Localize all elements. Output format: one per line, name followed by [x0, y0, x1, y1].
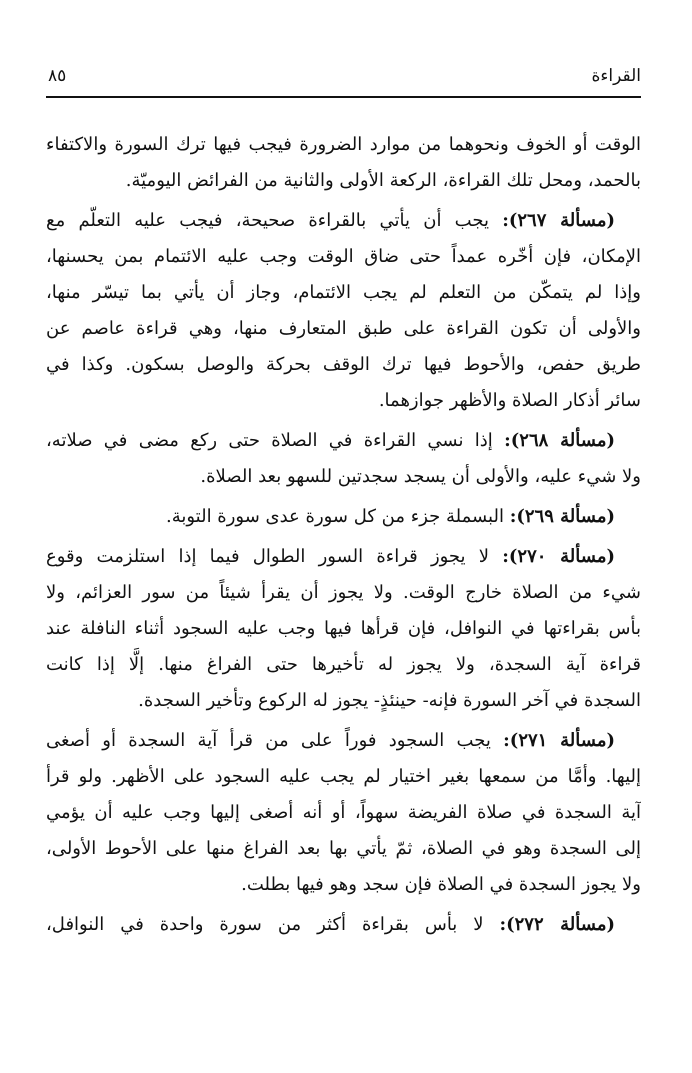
text-line: وإذا لم يتمكّن من التعلم لم يجب الائتمام، وجاز أن يأتي بما تيسّر منها،: [46, 282, 641, 303]
text-line: السجدة في آخر السورة فإنه- حينئذٍ- يجوز له الركوع وتأخير السجدة.: [138, 690, 641, 711]
issue-text: البسملة جزء من كل سورة عدى سورة التوبة.: [165, 506, 504, 527]
text-line: قراءة آية السجدة، ولا يجوز له تأخيرها حتى الفراغ منها. إلَّا إذا كانت: [46, 654, 641, 675]
text-line: [46, 539, 641, 575]
issue-label: (مسألة ٢٦٧):: [502, 210, 615, 231]
issue-text: إذا نسي القراءة في الصلاة حتى ركع مضى في صلاته،: [46, 430, 493, 451]
text-line: [46, 723, 641, 759]
issue-label: (مسألة ٢٧١):: [503, 730, 615, 751]
issue-text: يجب السجود فوراً على من قرأ آية السجدة أو أصغى: [46, 730, 491, 751]
issue-268: [46, 423, 641, 495]
text-line: سائر أذكار الصلاة والأظهر جوازهما.: [378, 390, 641, 411]
text-line: إلى السجدة وهو في الصلاة، ثمّ يأتي بها بعد الفراغ منها على الأحوط الأولى،: [46, 838, 641, 859]
issue-271: [46, 723, 641, 903]
issue-text: يجب أن يأتي بالقراءة صحيحة، فيجب عليه التعلّم مع: [46, 210, 489, 231]
issue-label: (مسألة ٢٦٨):: [504, 430, 615, 451]
body-text: [46, 127, 641, 947]
issue-270: [46, 539, 641, 719]
issue-269: [46, 499, 641, 535]
issue-label: (مسألة ٢٧٠):: [502, 546, 615, 567]
issue-272: [46, 907, 641, 943]
issue-label: (مسألة ٢٧٢):: [499, 914, 615, 935]
text-line: شيء من الصلاة خارج الوقت. ولا يجوز أن يقرأ شيئاً من سور العزائم، ولا: [46, 582, 641, 603]
paragraph-continuation: [46, 127, 641, 199]
text-line: ولا يجوز السجدة في الصلاة فإن سجد وهو فيها بطلت.: [241, 874, 641, 895]
text-line: الإمكان، فإن أخّره عمداً حتى ضاق الوقت وجب عليه الائتمام بمن يحسنها،: [46, 246, 641, 267]
text-line: ولا شيء عليه، والأولى أن يسجد سجدتين للسهو بعد الصلاة.: [200, 466, 641, 487]
header-rule: [46, 96, 641, 98]
text-line: طريق حفص، والأحوط فيها ترك الوقف بحركة والوصل بسكون. وكذا في: [46, 354, 641, 375]
page-header: [46, 62, 641, 92]
issue-267: [46, 203, 641, 419]
running-title: القراءة: [591, 66, 641, 86]
text-line: [46, 907, 641, 943]
issue-label: (مسألة ٢٦٩):: [509, 506, 615, 527]
text-line: [46, 203, 641, 239]
text-line: بالحمد، ومحل تلك القراءة، الركعة الأولى والثانية من الفرائض اليوميّة.: [125, 170, 641, 191]
text-line: والأولى أن تكون القراءة على طبق المتعارف منها، وهي قراءة عاصم عن: [46, 318, 641, 339]
text-line: [46, 499, 641, 535]
issue-text: لا يجوز قراءة السور الطوال فيما إذا استلزمت وقوع: [46, 546, 490, 567]
text-line: إليها. وأمَّا من سمعها بغير اختيار لم يجب عليه السجود على الأظهر. ولو قرأ: [46, 766, 641, 787]
issue-text: لا بأس بقراءة أكثر من سورة واحدة في النوافل،: [46, 914, 484, 935]
page-number: ٨٥: [48, 66, 67, 86]
text-line: الوقت أو الخوف ونحوهما من موارد الضرورة فيجب فيها ترك السورة والاكتفاء: [46, 134, 641, 155]
text-line: [46, 423, 641, 459]
text-line: بأس بقراءتها في النوافل، فإن قرأها فيها وجب عليه السجود أثناء النافلة عند: [46, 618, 641, 639]
text-line: آية السجدة في صلاة الفريضة سهواً، أو أنه أصغى إليها وجب عليه أن يؤمي: [46, 802, 641, 823]
